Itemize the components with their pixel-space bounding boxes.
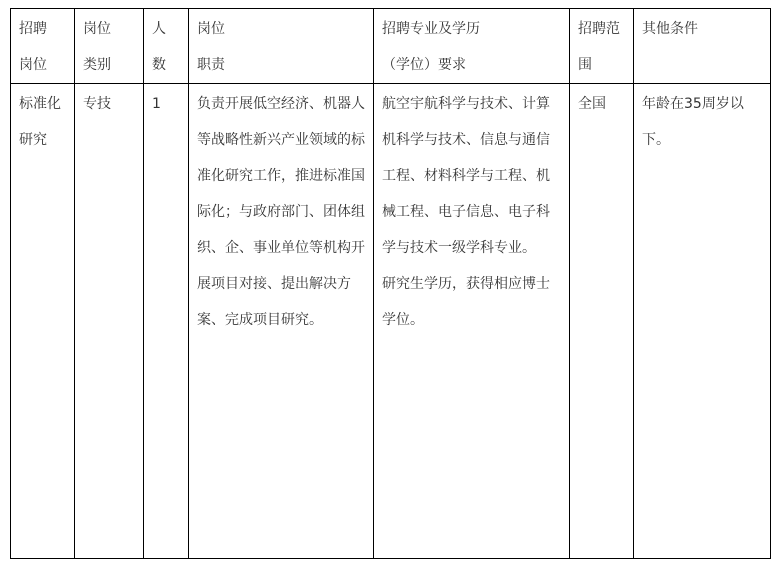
cell-major-education — [374, 84, 570, 559]
cell-other-conditions: 年龄在35周岁以下。 — [634, 84, 771, 559]
major-requirement: 航空宇航科学与技术、计算机科学与技术、信息与通信工程、材料科学与工程、机械工程、电子信息、电子科学与技术一级学科专业。 — [382, 96, 550, 256]
cell-category: 专技 — [75, 84, 144, 559]
header-other-conditions: 其他条件 — [634, 9, 771, 84]
cell-count: 1 — [144, 84, 189, 559]
recruitment-table — [10, 8, 771, 559]
cell-duties: 负责开展低空经济、机器人等战略性新兴产业领域的标准化研究工作，推进标准国际化；与政府部门、团体组织、企、事业单位等机构开展项目对接、提出解决方案、完成项目研究。 — [189, 84, 374, 559]
header-post: 招聘 岗位 — [11, 9, 75, 84]
cell-scope: 全国 — [570, 84, 634, 559]
header-category: 岗位 类别 — [75, 9, 144, 84]
header-duties: 岗位 职责 — [189, 9, 374, 84]
cell-post: 标准化研究 — [11, 84, 75, 559]
header-count: 人 数 — [144, 9, 189, 84]
header-major-education: 招聘专业及学历 （学位）要求 — [374, 9, 570, 84]
table-header-row — [11, 9, 771, 84]
degree-requirement: 研究生学历，获得相应博士学位。 — [382, 276, 550, 328]
table-row — [11, 84, 771, 559]
header-scope: 招聘范 围 — [570, 9, 634, 84]
